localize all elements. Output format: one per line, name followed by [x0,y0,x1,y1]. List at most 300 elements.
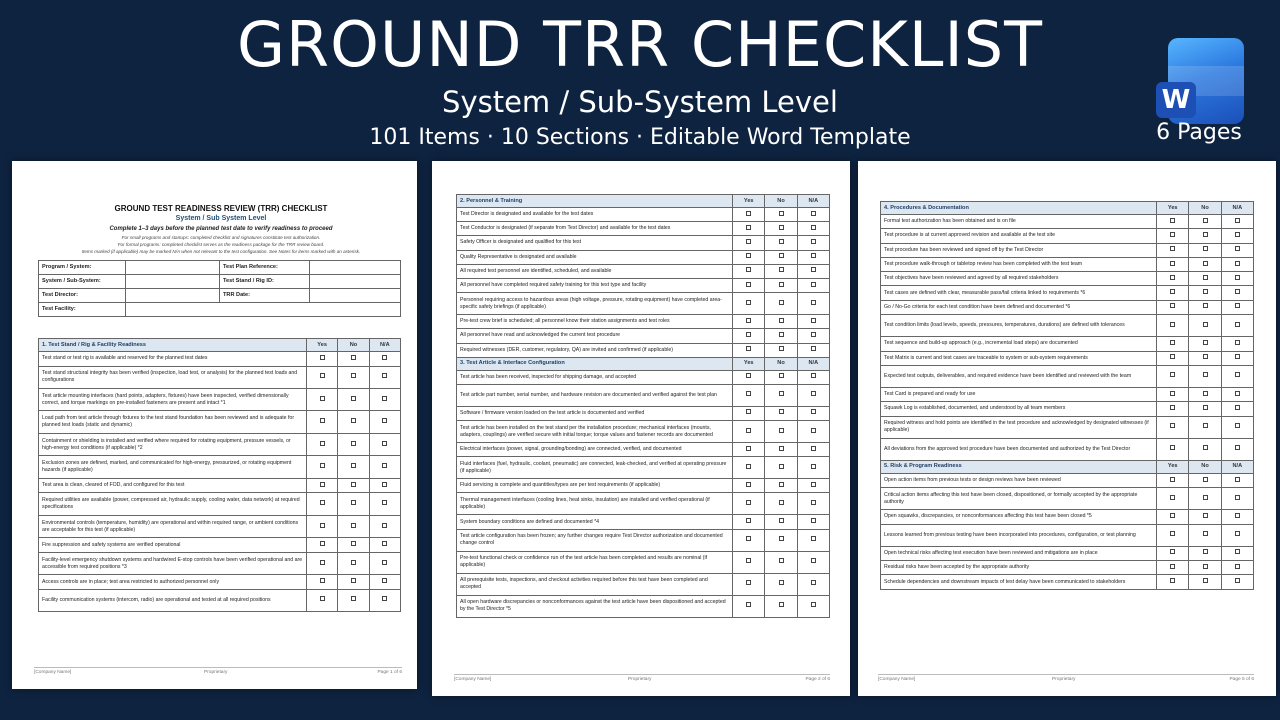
yes-checkbox[interactable] [1170,340,1175,345]
na-checkbox[interactable] [811,300,816,305]
checklist-item-text: Schedule dependencies and downstream impacts of test delay have been communicated to stakeholders [881,575,1157,589]
checklist-item-text: Software / firmware version loaded on the test article is documented and verified [457,406,733,420]
checklist-item-row [881,438,1254,460]
na-checkbox[interactable] [811,282,816,287]
no-checkbox[interactable] [1203,289,1208,294]
yes-checkbox-cell [1157,402,1189,416]
no-checkbox[interactable] [351,463,356,468]
no-checkbox-cell [338,478,369,493]
na-checkbox[interactable] [382,596,387,601]
no-checkbox[interactable] [779,253,784,258]
yes-checkbox[interactable] [746,318,751,323]
no-checkbox[interactable] [1203,322,1208,327]
yes-checkbox[interactable] [320,441,325,446]
checklist-item-row [881,416,1254,438]
no-checkbox[interactable] [779,346,784,351]
no-checkbox-cell [1189,215,1221,229]
no-checkbox[interactable] [1203,261,1208,266]
checklist-item-text: System boundary conditions are defined and documented *4 [457,515,733,529]
no-checkbox[interactable] [351,560,356,565]
yes-checkbox[interactable] [320,523,325,528]
program-info-table [38,260,401,317]
yes-checkbox[interactable] [1170,232,1175,237]
yes-checkbox[interactable] [1170,218,1175,223]
na-checkbox[interactable] [382,418,387,423]
yes-checkbox[interactable] [1170,289,1175,294]
no-checkbox[interactable] [779,318,784,323]
yes-checkbox[interactable] [1170,391,1175,396]
na-checkbox[interactable] [811,318,816,323]
no-checkbox-cell [765,493,797,515]
no-checkbox-cell [1189,243,1221,257]
yes-checkbox[interactable] [1170,531,1175,536]
section-title: 1. Test Stand / Rig & Facility Readiness [39,339,307,352]
na-checkbox[interactable] [1235,261,1240,266]
yes-checkbox[interactable] [746,211,751,216]
yes-checkbox[interactable] [320,541,325,546]
yes-checkbox-cell [306,456,337,478]
na-checkbox[interactable] [811,239,816,244]
yes-checkbox-cell [306,411,337,433]
checklist-item-row [457,406,830,420]
yes-checkbox-cell [1157,561,1189,575]
na-checkbox-cell [1221,524,1253,546]
no-checkbox[interactable] [779,332,784,337]
na-checkbox[interactable] [382,482,387,487]
no-checkbox[interactable] [779,239,784,244]
yes-checkbox[interactable] [320,500,325,505]
no-checkbox-cell [338,352,369,367]
yes-checkbox[interactable] [746,300,751,305]
na-checkbox[interactable] [382,500,387,505]
no-checkbox[interactable] [351,441,356,446]
no-checkbox-cell [1189,286,1221,300]
yes-checkbox[interactable] [320,396,325,401]
no-checkbox-cell [1189,416,1221,438]
na-checkbox[interactable] [811,346,816,351]
na-checkbox[interactable] [1235,578,1240,583]
na-checkbox[interactable] [1235,354,1240,359]
section-header-row [881,460,1254,473]
no-checkbox[interactable] [779,518,784,523]
yes-checkbox[interactable] [746,536,751,541]
no-checkbox[interactable] [1203,549,1208,554]
na-checkbox[interactable] [382,541,387,546]
no-checkbox[interactable] [351,373,356,378]
no-checkbox[interactable] [779,464,784,469]
checklist-item-row [881,524,1254,546]
yes-checkbox[interactable] [746,446,751,451]
na-checkbox[interactable] [811,558,816,563]
yes-checkbox[interactable] [746,225,751,230]
no-column-header: No [765,357,797,370]
section-header-row [881,202,1254,215]
yes-checkbox[interactable] [1170,372,1175,377]
no-checkbox[interactable] [1203,391,1208,396]
checklist-item-text: Test Conductor is designated (if separate from Test Director) and available for the test dates [457,222,733,236]
yes-checkbox[interactable] [320,355,325,360]
na-checkbox[interactable] [1235,477,1240,482]
na-checkbox[interactable] [811,602,816,607]
checklist-item-text: Access controls are in place; test area restricted to authorized personnel only [39,575,307,590]
no-checkbox[interactable] [1203,232,1208,237]
na-checkbox[interactable] [382,373,387,378]
yes-checkbox-cell [306,366,337,388]
yes-checkbox-cell [733,443,765,457]
word-logo-icon [1156,38,1244,124]
yes-checkbox-cell [733,278,765,292]
yes-checkbox[interactable] [1170,513,1175,518]
na-checkbox[interactable] [811,500,816,505]
yes-checkbox[interactable] [1170,275,1175,280]
yes-checkbox[interactable] [746,558,751,563]
footer-classification: Proprietary [204,670,228,675]
checklist-item-row [457,384,830,406]
checklist-item-text: Open technical risks affecting test execution have been reviewed and mitigations are in place [881,546,1157,560]
na-checkbox[interactable] [382,441,387,446]
checklist-item-text: Test condition limits (load levels, speeds, pressures, temperatures, durations) are defined with tolerances [881,315,1157,337]
na-checkbox-cell [797,222,829,236]
no-checkbox[interactable] [779,225,784,230]
yes-checkbox[interactable] [1170,495,1175,500]
na-checkbox[interactable] [382,560,387,565]
checklist-item-text: Required utilities are available (power, compressed air, hydraulic supply, cooling water, data network) at required specifications [39,493,307,515]
checklist-item-text: Test procedure is at current approved revision and available at the test site [881,229,1157,243]
yes-checkbox[interactable] [746,464,751,469]
yes-checkbox-cell [1157,229,1189,243]
yes-checkbox[interactable] [746,580,751,585]
no-checkbox-cell [765,370,797,384]
no-checkbox-cell [765,443,797,457]
no-checkbox[interactable] [779,373,784,378]
yes-checkbox[interactable] [746,239,751,244]
no-checkbox[interactable] [779,558,784,563]
no-checkbox[interactable] [779,602,784,607]
na-checkbox[interactable] [811,518,816,523]
checklist-item-row [457,236,830,250]
checklist-item-row [881,575,1254,589]
no-checkbox[interactable] [351,541,356,546]
na-checkbox[interactable] [1235,322,1240,327]
no-checkbox-cell [765,551,797,573]
no-checkbox-cell [1189,575,1221,589]
yes-checkbox-cell [733,573,765,595]
yes-checkbox[interactable] [1170,322,1175,327]
na-checkbox[interactable] [382,523,387,528]
yes-checkbox-cell [1157,215,1189,229]
checklist-item-text: Test article mounting interfaces (hard points, adapters, fixtures) have been inspected, verified dimensionally correct, and torque markings on pre-installed fasteners are present and intact *1 [39,388,307,410]
na-checkbox-cell [797,278,829,292]
na-checkbox-cell [1221,257,1253,271]
yes-checkbox[interactable] [320,373,325,378]
checklist-item-row [881,286,1254,300]
checklist-item-text: Test sequence and build-up approach (e.g., incremental load steps) are documented [881,337,1157,351]
na-checkbox-cell [1221,286,1253,300]
na-checkbox[interactable] [1235,391,1240,396]
no-checkbox-cell [1189,257,1221,271]
yes-checkbox[interactable] [746,482,751,487]
no-checkbox[interactable] [779,500,784,505]
no-checkbox[interactable] [1203,405,1208,410]
yes-checkbox[interactable] [320,482,325,487]
checklist-item-row [457,343,830,357]
na-checkbox[interactable] [811,267,816,272]
na-checkbox[interactable] [1235,246,1240,251]
no-checkbox[interactable] [351,500,356,505]
checklist-item-text: Test area is clean, cleared of FOD, and configured for this test [39,478,307,493]
yes-checkbox-cell [1157,315,1189,337]
checklist-item-text: Lessons learned from previous testing have been incorporated into procedures, configuration, or test planning [881,524,1157,546]
no-checkbox-cell [338,411,369,433]
checklist-item-row [881,510,1254,524]
no-checkbox[interactable] [351,523,356,528]
na-checkbox-cell [1221,561,1253,575]
yes-checkbox-cell [733,457,765,479]
na-checkbox[interactable] [1235,275,1240,280]
no-checkbox-cell [338,538,369,553]
checklist-item-text: Test article has been received, inspected for shipping damage, and accepted [457,370,733,384]
no-checkbox[interactable] [1203,513,1208,518]
yes-checkbox[interactable] [320,418,325,423]
no-checkbox[interactable] [779,409,784,414]
no-checkbox[interactable] [351,355,356,360]
na-checkbox[interactable] [1235,549,1240,554]
na-checkbox-cell [797,236,829,250]
no-checkbox[interactable] [779,391,784,396]
na-checkbox[interactable] [1235,289,1240,294]
footer-page-number: Page 2 of 6 [805,677,830,682]
yes-checkbox[interactable] [1170,423,1175,428]
yes-checkbox[interactable] [320,463,325,468]
na-checkbox-cell [369,411,400,433]
no-checkbox[interactable] [779,300,784,305]
na-checkbox[interactable] [811,225,816,230]
no-checkbox[interactable] [1203,477,1208,482]
yes-checkbox[interactable] [746,373,751,378]
checklist-item-text: Squawk Log is established, documented, and understood by all team members [881,402,1157,416]
yes-checkbox[interactable] [1170,354,1175,359]
na-checkbox[interactable] [1235,513,1240,518]
yes-checkbox[interactable] [746,267,751,272]
no-checkbox[interactable] [1203,531,1208,536]
document-page-3 [858,161,1276,696]
yes-checkbox[interactable] [1170,564,1175,569]
yes-checkbox-cell [733,250,765,264]
na-checkbox[interactable] [811,428,816,433]
document-page-1 [12,161,417,689]
na-checkbox-cell [797,421,829,443]
no-checkbox[interactable] [1203,495,1208,500]
no-checkbox[interactable] [1203,275,1208,280]
info-value-field[interactable] [125,303,400,317]
yes-checkbox-cell [1157,524,1189,546]
info-value-field[interactable] [125,275,219,289]
na-checkbox-cell [797,457,829,479]
no-checkbox[interactable] [1203,218,1208,223]
no-checkbox[interactable] [1203,303,1208,308]
yes-checkbox[interactable] [1170,549,1175,554]
section-header-row [39,339,401,352]
na-checkbox-cell [797,370,829,384]
na-checkbox[interactable] [1235,218,1240,223]
no-checkbox[interactable] [1203,564,1208,569]
no-checkbox[interactable] [779,446,784,451]
yes-checkbox-cell [1157,387,1189,401]
yes-checkbox[interactable] [320,578,325,583]
na-checkbox[interactable] [811,464,816,469]
yes-checkbox[interactable] [746,253,751,258]
info-value-field[interactable] [310,275,401,289]
na-checkbox[interactable] [811,253,816,258]
yes-checkbox[interactable] [1170,477,1175,482]
yes-checkbox[interactable] [1170,578,1175,583]
checklist-item-row [881,561,1254,575]
no-checkbox[interactable] [351,578,356,583]
checklist-item-text: All open hardware discrepancies or nonconformances against the test article have been dispositioned and accepted by the Test Director *5 [457,595,733,617]
na-checkbox[interactable] [382,578,387,583]
na-checkbox-cell [1221,215,1253,229]
na-checkbox[interactable] [811,373,816,378]
no-checkbox[interactable] [1203,445,1208,450]
no-checkbox[interactable] [779,267,784,272]
checklist-item-row [457,315,830,329]
no-checkbox[interactable] [351,482,356,487]
na-checkbox-cell [369,575,400,590]
yes-checkbox[interactable] [746,518,751,523]
yes-column-header: Yes [1157,460,1189,473]
yes-checkbox[interactable] [746,332,751,337]
na-column-header: N/A [1221,202,1253,215]
no-checkbox[interactable] [779,536,784,541]
yes-checkbox-cell [1157,473,1189,487]
na-checkbox[interactable] [382,396,387,401]
yes-checkbox[interactable] [1170,405,1175,410]
na-checkbox[interactable] [382,463,387,468]
na-checkbox[interactable] [1235,340,1240,345]
no-checkbox[interactable] [351,396,356,401]
info-value-field[interactable] [125,289,219,303]
yes-checkbox[interactable] [746,346,751,351]
no-checkbox[interactable] [1203,246,1208,251]
no-checkbox[interactable] [779,282,784,287]
no-checkbox-cell [1189,387,1221,401]
na-checkbox-cell [1221,272,1253,286]
na-checkbox[interactable] [1235,232,1240,237]
na-checkbox[interactable] [1235,423,1240,428]
yes-checkbox-cell [733,264,765,278]
yes-checkbox-cell [733,236,765,250]
checklist-item-text: Test stand or test rig is available and reserved for the planned test dates [39,352,307,367]
checklist-item-row [881,488,1254,510]
yes-checkbox[interactable] [746,500,751,505]
checklist-item-row [457,595,830,617]
yes-checkbox-cell [733,370,765,384]
checklist-item-row [457,529,830,551]
footer-company: [Company Name] [454,677,492,682]
yes-column-header: Yes [306,339,337,352]
checklist-item-row [457,443,830,457]
yes-checkbox[interactable] [746,602,751,607]
no-checkbox-cell [1189,546,1221,560]
no-checkbox[interactable] [1203,578,1208,583]
no-checkbox-cell [1189,315,1221,337]
footer-page-number: Page 1 of 6 [377,670,402,675]
yes-checkbox[interactable] [320,596,325,601]
no-checkbox-cell [765,515,797,529]
na-checkbox[interactable] [1235,564,1240,569]
na-checkbox[interactable] [1235,303,1240,308]
na-checkbox[interactable] [1235,372,1240,377]
no-checkbox-cell [765,529,797,551]
no-checkbox[interactable] [351,418,356,423]
na-checkbox[interactable] [811,446,816,451]
no-checkbox-cell [1189,365,1221,387]
yes-checkbox[interactable] [746,391,751,396]
na-checkbox-cell [797,208,829,222]
checklist-item-row [457,421,830,443]
document-subtitle: System / Sub System Level [175,215,267,222]
info-value-field[interactable] [310,289,401,303]
na-checkbox[interactable] [382,355,387,360]
no-checkbox[interactable] [779,211,784,216]
info-value-field[interactable] [310,261,401,275]
na-checkbox[interactable] [811,391,816,396]
yes-checkbox[interactable] [1170,303,1175,308]
na-checkbox-cell [1221,351,1253,365]
yes-checkbox[interactable] [746,428,751,433]
yes-checkbox[interactable] [746,282,751,287]
no-checkbox[interactable] [1203,354,1208,359]
checklist-item-text: Required witness and hold points are identified in the test procedure and acknowledged by designated witnesses (if applicable) [881,416,1157,438]
yes-checkbox[interactable] [746,409,751,414]
checklist-item-text: Test article part number, serial number, and hardware revision are documented and verified against the test plan [457,384,733,406]
na-checkbox[interactable] [811,580,816,585]
no-checkbox[interactable] [351,596,356,601]
na-checkbox[interactable] [811,211,816,216]
na-checkbox[interactable] [811,482,816,487]
no-checkbox-cell [765,236,797,250]
no-checkbox[interactable] [779,428,784,433]
info-row [39,275,401,289]
yes-checkbox[interactable] [1170,445,1175,450]
yes-checkbox-cell [306,352,337,367]
no-checkbox[interactable] [779,482,784,487]
yes-checkbox[interactable] [1170,246,1175,251]
no-checkbox-cell [765,479,797,493]
no-checkbox[interactable] [1203,423,1208,428]
no-checkbox-cell [1189,337,1221,351]
info-label: Test Stand / Rig ID: [219,275,310,289]
yes-checkbox[interactable] [320,560,325,565]
footer-company: [Company Name] [34,670,72,675]
na-checkbox[interactable] [811,409,816,414]
no-checkbox-cell [338,456,369,478]
na-checkbox[interactable] [1235,531,1240,536]
no-checkbox[interactable] [779,580,784,585]
no-checkbox[interactable] [1203,340,1208,345]
na-checkbox[interactable] [811,332,816,337]
no-checkbox[interactable] [1203,372,1208,377]
na-checkbox[interactable] [1235,495,1240,500]
yes-checkbox-cell [733,551,765,573]
na-checkbox[interactable] [811,536,816,541]
footer-classification: Proprietary [628,677,652,682]
checklist-item-row [39,552,401,574]
info-value-field[interactable] [125,261,219,275]
na-checkbox[interactable] [1235,405,1240,410]
na-checkbox[interactable] [1235,445,1240,450]
yes-checkbox[interactable] [1170,261,1175,266]
